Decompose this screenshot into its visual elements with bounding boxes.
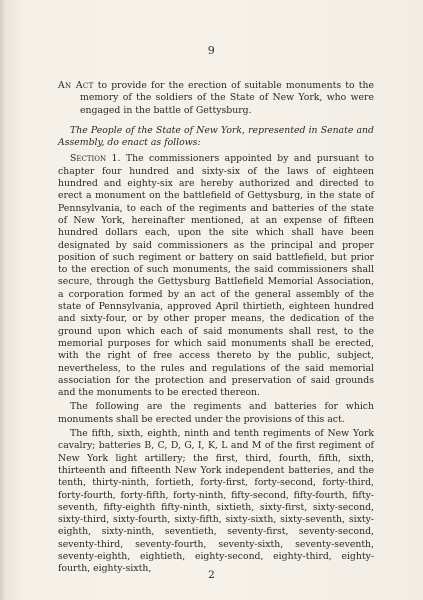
section-1-paragraph bbox=[58, 153, 374, 399]
act-title-lead: An Act bbox=[58, 80, 94, 91]
following-paragraph: The following are the regiments and batteries for which monuments shall be erected under the provisions of this act. bbox=[58, 401, 374, 425]
act-title-text: to provide for the erection of suitable monuments to the memory of the soldiers of the State of New York, who were engaged in the battle of Gettysburg. bbox=[80, 80, 374, 116]
act-title bbox=[58, 80, 374, 117]
page-binding-shadow bbox=[0, 0, 6, 600]
section-1-label: Section 1. bbox=[70, 153, 121, 165]
page-number: 9 bbox=[207, 44, 216, 57]
signature-mark: 2 bbox=[208, 569, 215, 581]
enacting-clause: The People of the State of New York, represented in Senate and Assembly, do enact as follows: bbox=[58, 124, 374, 149]
document-body bbox=[58, 80, 374, 578]
regiments-paragraph: The fifth, sixth, eighth, ninth and tenth regiments of New York cavalry; batteries B, C, D, G, I, K, L and M of the first regiment of New York light artillery; the first, third, fourth, fifth, sixth, thirteenth and fifteenth New York independent batteries, and the tenth, thirty-ninth, fortieth, forty-first, forty-second, forty-third, forty-fourth, forty-fifth, forty-ninth, fifty-second, fifty-fourth, fifty-seventh, fifty-eighth fifty-ninth, sixtieth, sixty-first, sixty-second, sixty-third, sixty-fourth, sixty-fifth, sixty-sixth, sixty-seventh, sixty-eighth, sixty-ninth, seventieth, seventy-first, seventy-second, seventy-third, seventy-fourth, seventy-sixth, seventy-seventh, seventy-eighth, eightieth, eighty-second, eighty-third, eighty-fourth, eighty-sixth, bbox=[58, 428, 374, 575]
section-1-text: The commissioners appointed by and pursuant to chapter four hundred and sixty-six of the laws of eighteen hundred and eighty-six are hereby authorized and directed to erect a monument on the battlefield of Gettysburg, in the state of Pennsylvania, to each of the regiments and batteries of the state of New York, hereinafter mentioned, at an expense of fifteen hundred dollars each, upon the site which shall have been designated by said commissioners as the principal and proper position of such regiment or battery on said battlefield, but prior to the erection of such monuments, the said commissioners shall secure, through the Gettysburg Battlefield Memorial Association, a corporation formed by an act of the general assembly of the state of Pennsylvania, approved April thirtieth, eighteen hundred and sixty-four, or by other proper means, the dedication of the ground upon which each of said monuments shall rest, to the memorial purposes for which said monuments shall be erected, with the right of free access thereto by the public, subject, nevertheless, to the rules and regulations of the said memorial association for the protection and preservation of said grounds and the monuments to be erected thereon. bbox=[58, 153, 374, 399]
